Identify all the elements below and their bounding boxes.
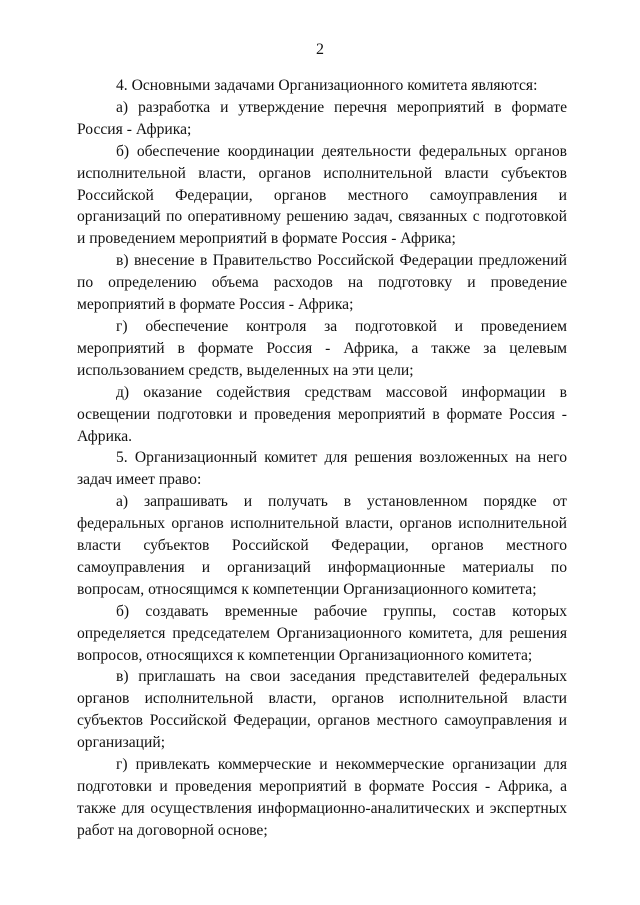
document-body	[77, 75, 567, 842]
paragraph-4a: а) разработка и утверждение перечня мероприятий в формате Россия - Африка;	[77, 98, 567, 138]
page-number: 2	[316, 41, 324, 58]
paragraph-5-intro: 5. Организационный комитет для решения возложенных на него задач имеет право:	[77, 449, 567, 489]
paragraph-5b: б) создавать временные рабочие группы, состав которых определяется председателем Организационного комитета, для решения вопросов, относящихся к компетенции Организационного комитета;	[77, 602, 567, 664]
paragraph-4b: б) обеспечение координации деятельности федеральных органов исполнительной власти, органов исполнительной власти субъектов Российской Федерации, органов местного самоуправления и организаций по оперативному решению задач, связанных с подготовкой и проведением мероприятий в формате Россия - Африка;	[77, 142, 567, 248]
paragraph-4v: в) внесение в Правительство Российской Федерации предложений по определению объема расходов на подготовку и проведение мероприятий в формате Россия - Африка;	[77, 252, 567, 314]
paragraph-4-intro: 4. Основными задачами Организационного комитета являются:	[116, 77, 538, 94]
paragraph-5a: а) запрашивать и получать в установленном порядке от федеральных органов исполнительной власти, органов исполнительной власти субъектов Российской Федерации, органов местного самоуправления и организаций информационные материалы по вопросам, относящимся к компетенции Организационного комитета;	[77, 493, 567, 598]
paragraph-4d: д) оказание содействия средствам массовой информации в освещении подготовки и проведения мероприятий в формате Россия - Африка.	[77, 383, 567, 445]
paragraph-5g: г) привлекать коммерческие и некоммерческие организации для подготовки и проведения мероприятий в формате Россия - Африка, а также для осуществления информационно-аналитических и экспертных работ на договорной основе;	[77, 756, 567, 839]
paragraph-4g: г) обеспечение контроля за подготовкой и проведением мероприятий в формате Россия - Африка, а также за целевым использованием средств, выделенных на эти цели;	[77, 317, 567, 379]
paragraph-5v: в) приглашать на свои заседания представителей федеральных органов исполнительной власти, органов исполнительной власти субъектов Российской Федерации, органов местного самоуправления и организаций;	[77, 668, 567, 752]
